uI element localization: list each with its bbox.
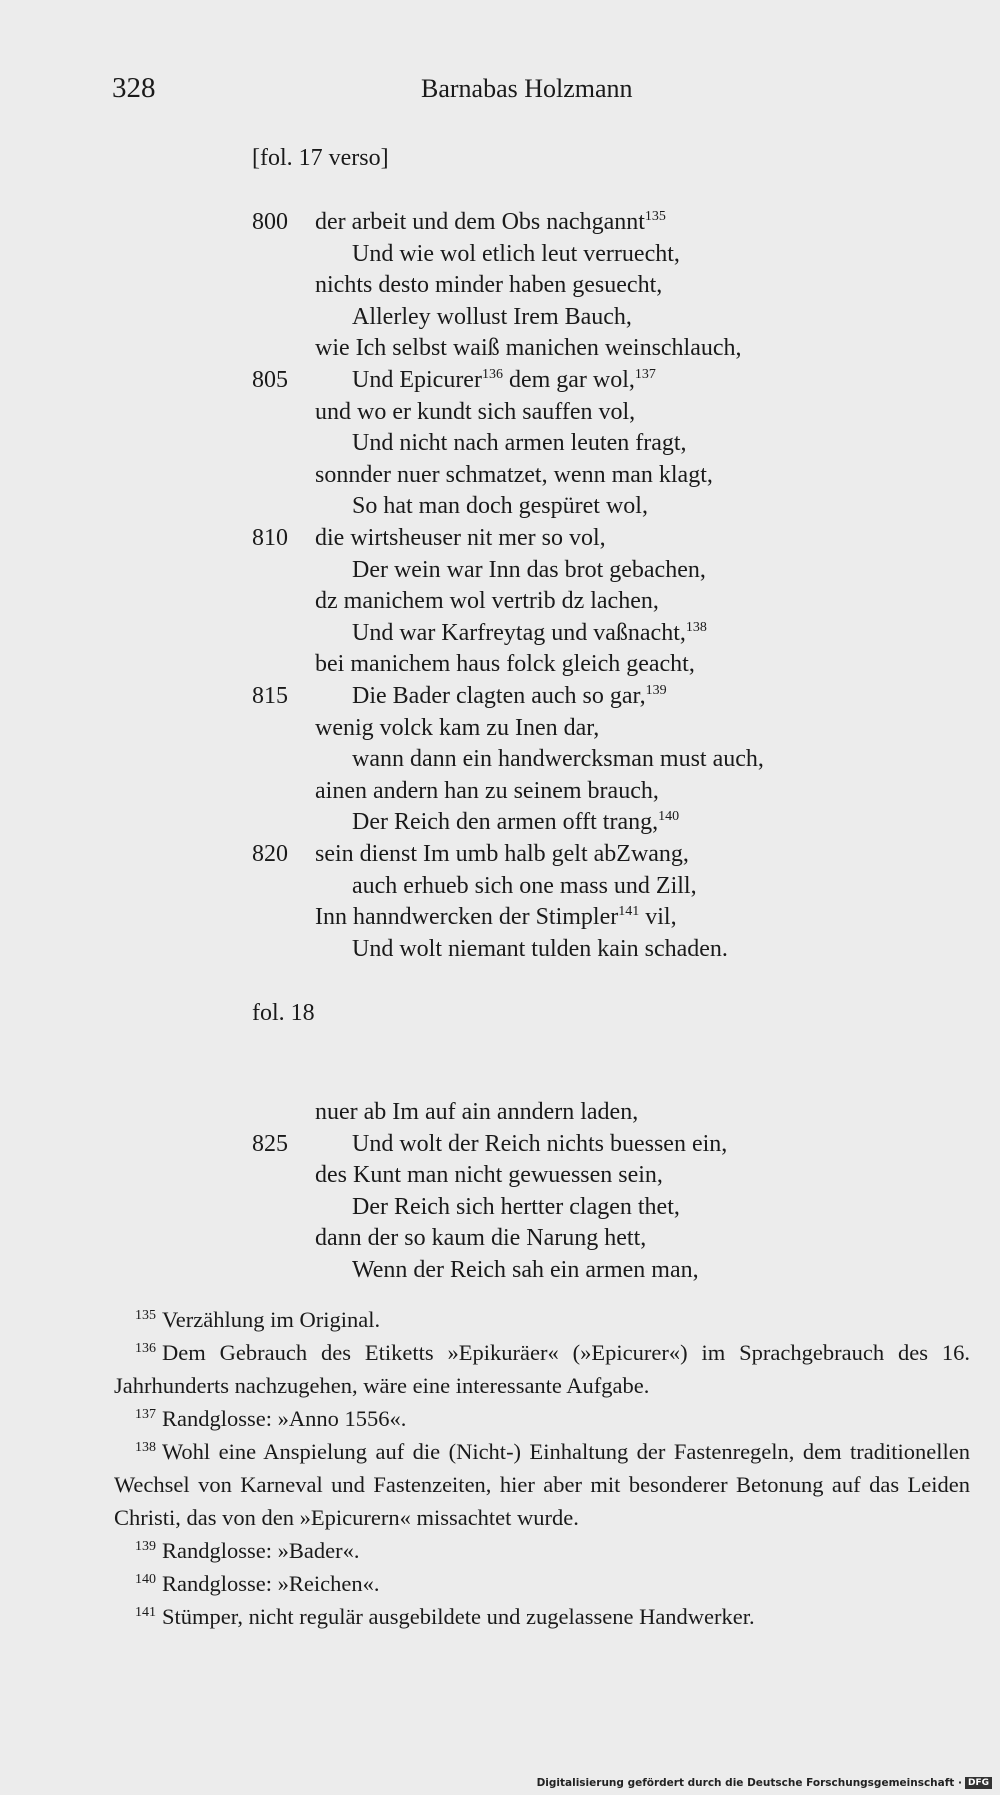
verse-line <box>252 459 972 491</box>
verse-text: Allerley wollust Irem Bauch, <box>352 303 632 330</box>
verse-line <box>252 490 972 522</box>
verse-number: 805 <box>252 367 288 393</box>
running-title: Barnabas Holzmann <box>421 74 633 103</box>
verse-text: Inn hanndwercken der Stimpler$^{141}$ vil, <box>315 904 677 931</box>
verse-text: Der Reich den armen offt trang,$^{140}$ <box>352 809 680 836</box>
verse-text: des Kunt man nicht gewuessen sein, <box>315 1162 663 1189</box>
verse-text: Die Bader clagten auch so gar,$^{139}$ <box>352 683 667 709</box>
verse-line <box>252 427 972 459</box>
verse-text: und wo er kundt sich sauffen vol, <box>315 398 636 425</box>
footnote: $^{139}$ Randglosse: »Bader«. <box>135 1538 360 1563</box>
verse-number: 810 <box>252 525 288 551</box>
footnote: $^{135}$ Verzählung im Original. <box>135 1307 381 1332</box>
verse-text: Und Epicurer$^{136}$ dem gar wol,$^{137}$ <box>352 367 656 393</box>
verse-text: dann der so kaum die Narung hett, <box>315 1225 647 1252</box>
footnote: $^{137}$ Randglosse: »Anno 1556«. <box>135 1406 407 1431</box>
verse-line <box>252 901 972 933</box>
verse-text: Und war Karfreytag und vaßnacht,$^{138}$ <box>352 619 707 646</box>
folio-mark: [fol. 17 verso] <box>252 145 389 171</box>
verse-line <box>252 206 972 238</box>
verse-text: Der wein war Inn das brot gebachen, <box>352 556 706 583</box>
footnote-ref: 136 <box>481 367 503 382</box>
footnote: $^{136}$ Dem Gebrauch des Etiketts »Epikuräer« (»Epicurer«) im Sprachgebrauch des 16. Jahrhunderts nachzugehen, wäre eine interessante Aufgabe. <box>114 1340 970 1398</box>
verse-text: auch erhueb sich one mass und Zill, <box>352 872 697 899</box>
verse-text: nichts desto minder haben gesuecht, <box>315 272 663 299</box>
page-number: 328 <box>112 72 156 104</box>
footnote: $^{141}$ Stümper, nicht regulär ausgebildete und zugelassene Handwerker. <box>135 1604 755 1629</box>
verse-text: wenig volck kam zu Inen dar, <box>315 714 600 741</box>
verse-text: wie Ich selbst waiß manichen weinschlauch, <box>315 335 742 362</box>
verse-line <box>252 1128 972 1160</box>
verse-text: wann dann ein handwercksman must auch, <box>352 746 764 773</box>
verse-line <box>252 1159 972 1191</box>
verse-line <box>252 1096 972 1128</box>
verse-line <box>252 712 972 744</box>
verse-line <box>252 301 972 333</box>
footnote-ref: 137 <box>634 367 656 382</box>
verse-line <box>252 554 972 586</box>
footnote-ref: 138 <box>685 619 707 635</box>
verse-text: So hat man doch gespüret wol, <box>352 493 648 520</box>
footnote-ref: 135 <box>644 209 666 224</box>
verse-line <box>252 238 972 270</box>
footnotes <box>114 1303 970 1633</box>
verse-text: nuer ab Im auf ain anndern laden, <box>315 1099 639 1125</box>
footnote-ref: 141 <box>618 904 640 920</box>
verse-text: Und wolt niemant tulden kain schaden. <box>352 935 728 962</box>
verse-line <box>252 933 972 965</box>
footnote-ref: 140 <box>658 809 680 825</box>
verse-text: sonnder nuer schmatzet, wenn man klagt, <box>315 461 713 488</box>
verse-line <box>252 269 972 301</box>
verse-line <box>252 1222 972 1254</box>
verse-text: ainen andern han zu seinem brauch, <box>315 777 659 804</box>
verse-text: der arbeit und dem Obs nachgannt$^{135}$ <box>315 209 666 235</box>
verse-number: 820 <box>252 841 288 867</box>
verse-text: Und wolt der Reich nichts buessen ein, <box>352 1130 728 1157</box>
verse-text: Und nicht nach armen leuten fragt, <box>352 430 687 457</box>
verse-line <box>252 743 972 775</box>
verse-text: die wirtsheuser nit mer so vol, <box>315 525 606 551</box>
verse-text: sein dienst Im umb halb gelt abZwang, <box>315 841 689 867</box>
verse-line <box>252 617 972 649</box>
verse-line <box>252 838 972 870</box>
verse-line <box>252 585 972 617</box>
verse-line <box>252 648 972 680</box>
verse-line <box>252 522 972 554</box>
footnote: $^{140}$ Randglosse: »Reichen«. <box>135 1571 380 1596</box>
verse-line <box>252 775 972 807</box>
verse-line <box>252 332 972 364</box>
footnote: $^{138}$ Wohl eine Anspielung auf die (Nicht-) Einhaltung der Fastenregeln, dem traditionellen Wechsel von Karneval und Fastenzeiten, hier aber mit besonderer Betonung auf das Leiden Christi, das von den »Epicurern« missachtet wurde. <box>114 1439 970 1530</box>
verse-number: 815 <box>252 683 288 709</box>
verse-line <box>252 680 972 712</box>
credit-text: Digitalisierung gefördert durch die Deutsche Forschungsgemeinschaft · <box>536 1777 962 1789</box>
verse-text: Und wie wol etlich leut verruecht, <box>352 240 680 267</box>
verse-text: dz manichem wol vertrib dz lachen, <box>315 588 659 615</box>
verse-line <box>252 364 972 396</box>
verse-number: 825 <box>252 1130 288 1157</box>
verse-text: Wenn der Reich sah ein armen man, <box>352 1257 699 1283</box>
verse-line <box>252 1191 972 1223</box>
verse-line <box>252 1254 972 1286</box>
verse-line <box>252 806 972 838</box>
verse-line <box>252 870 972 902</box>
verse-number: 800 <box>252 209 288 235</box>
folio-mark: fol. 18 <box>252 1000 315 1026</box>
verse-text: bei manichem haus folck gleich geacht, <box>315 651 695 678</box>
dfg-logo: DFG <box>965 1777 992 1789</box>
footnote-ref: 139 <box>645 683 667 698</box>
verse-line <box>252 396 972 428</box>
verse-text: Der Reich sich hertter clagen thet, <box>352 1193 680 1220</box>
dfg-credit <box>537 1777 992 1789</box>
